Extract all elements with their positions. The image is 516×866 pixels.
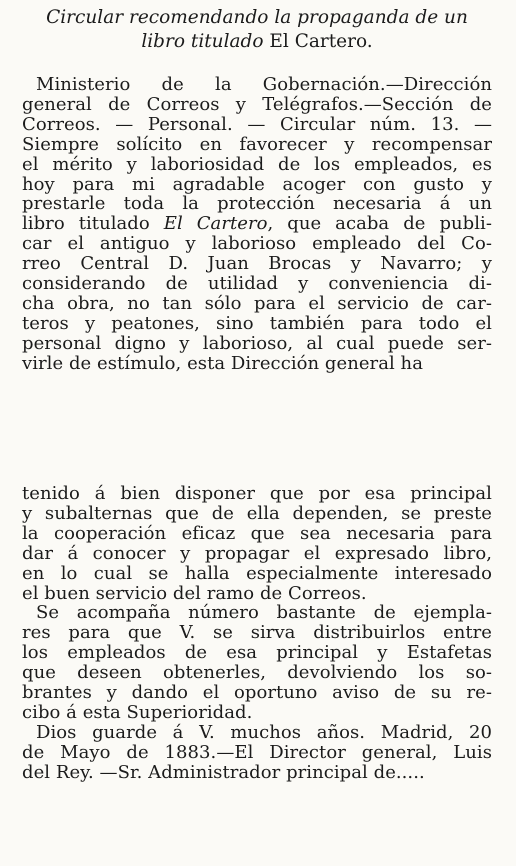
- text-line: res para que V. se sirva distribuirlos entre: [22, 622, 492, 644]
- text-line: cibo á esta Superioridad.: [22, 701, 253, 723]
- text-line: libro titulado El Cartero, que acaba de publi-: [22, 213, 492, 235]
- text-line: de Mayo de 1883.—El Director general, Luis: [22, 741, 492, 763]
- document-page: [22, 6, 492, 66]
- text-line: que deseen obtenerles, devolviendo los so-: [22, 662, 492, 684]
- text-line: tenido á bien disponer que por esa principal: [22, 483, 492, 504]
- text-line: virle de estímulo, esta Dirección general ha: [22, 352, 423, 374]
- text-line: personal digno y laborioso, al cual puede ser-: [22, 332, 492, 354]
- title-italic-part: libro titulado: [141, 31, 264, 52]
- text-line: Correos. — Personal. — Circular núm. 13. —: [22, 113, 492, 135]
- text-line: hoy para mi agradable acoger con gusto y: [22, 173, 492, 195]
- text-line: considerando de utilidad y conveniencia di-: [22, 273, 492, 295]
- text-line: general de Correos y Telégrafos.—Sección de: [22, 93, 492, 115]
- italic-book-title: El Cartero: [163, 213, 268, 235]
- text-line: el buen servicio del ramo de Correos.: [22, 582, 367, 604]
- text-line: rreo Central D. Juan Brocas y Navarro; y: [22, 253, 492, 275]
- text-line: prestarle toda la protección necesaria á un: [22, 193, 492, 215]
- text-line: dar á conocer y propagar el expresado libro,: [22, 542, 492, 564]
- text-line: la cooperación eficaz que sea necesaria para: [22, 522, 492, 544]
- text-line: brantes y dando el oportuno aviso de su re-: [22, 682, 492, 704]
- title-line-2: [22, 30, 492, 54]
- text-line: el mérito y laboriosidad de los empleados, es: [22, 153, 492, 175]
- text-line: en lo cual se halla especialmente interesado: [22, 562, 492, 584]
- circular-body-part-1: [22, 75, 492, 374]
- title-line-1: Circular recomendando la propaganda de un: [46, 7, 468, 28]
- text-line: Ministerio de la Gobernación.—Dirección: [36, 74, 492, 95]
- circular-body-part-2: [22, 484, 492, 783]
- document-title: [22, 6, 492, 54]
- text-line: y subalternas que de ella dependen, se preste: [22, 502, 492, 524]
- text-line: Siempre solícito en favorecer y recompensar: [22, 133, 492, 155]
- text-line: Se acompaña número bastante de ejemplа-: [36, 602, 492, 624]
- text-line: los empleados de esa principal y Estafetas: [22, 642, 492, 664]
- text-line: Dios guarde á V. muchos años. Madrid, 20: [36, 721, 492, 743]
- text-line: del Rey. —Sr. Administrador principal de.....: [22, 761, 425, 783]
- text-line: car el antiguo y laborioso empleado del Co-: [22, 233, 492, 255]
- title-book-name: El Cartero.: [263, 31, 373, 52]
- text-line: teros y peatones, sino también para todo el: [22, 312, 492, 334]
- text-line: cha obra, no tan sólo para el servicio de car-: [22, 292, 492, 314]
